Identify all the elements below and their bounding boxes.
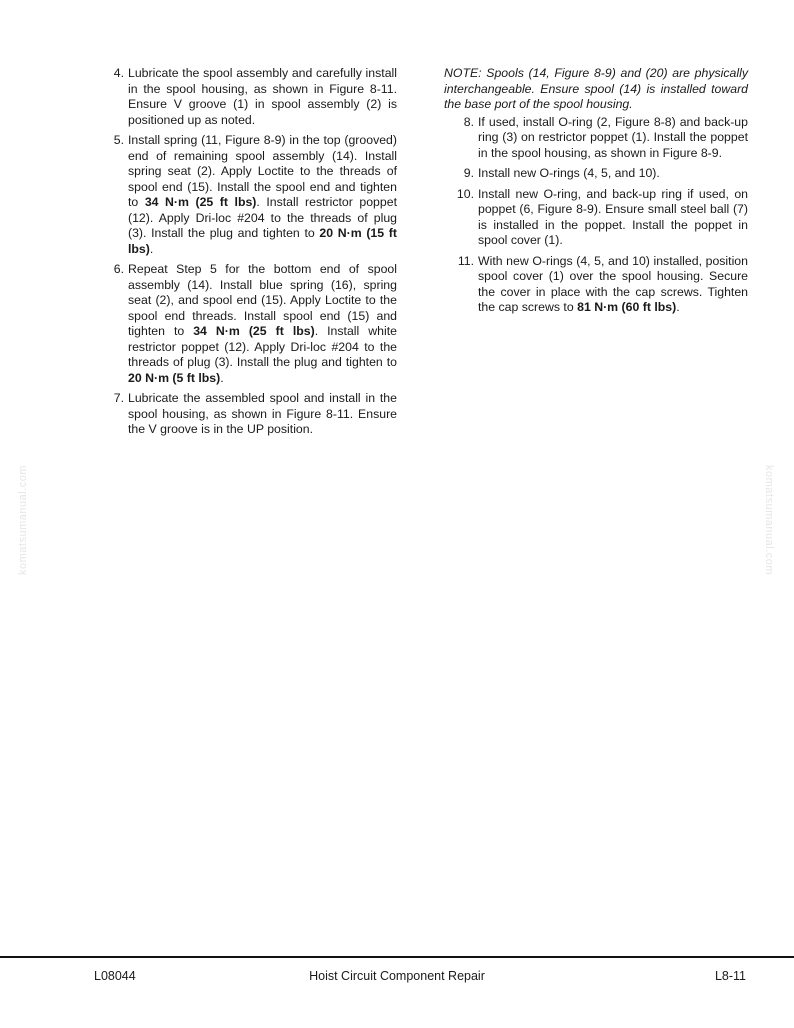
right-column — [444, 66, 748, 321]
torque-value: 20 N·m (15 ft lbs) — [128, 226, 397, 256]
torque-value: 81 N·m (60 ft lbs) — [577, 300, 677, 314]
step-7 — [106, 391, 397, 438]
section-title: Hoist Circuit Component Repair — [309, 969, 485, 983]
step-text: Install spring (11, Figure 8-9) in the top (grooved) end of remaining spool assembly (14). Install spring seat (2). Apply Loctite to the threads of spool end (15). Install the spool end and tighten to 34 N·m (25 ft lbs). Install restrictor poppet (12). Apply Dri-loc #204 to the threads of plug (3). Install the plug and tighten to 20 N·m (15 ft lbs). — [128, 133, 397, 256]
watermark-left: komatsumanual.com — [17, 465, 29, 575]
step-text: Lubricate the assembled spool and install in the spool housing, as shown in Figure 8-11. Ensure the V groove is in the UP position. — [128, 391, 397, 436]
step-text: Lubricate the spool assembly and carefully install in the spool housing, as shown in Figure 8-11. Ensure V groove (1) in spool assembly (2) is positioned up as noted. — [128, 66, 397, 127]
footer-divider — [0, 956, 794, 958]
step-number: 6. — [113, 262, 124, 276]
step-text: Repeat Step 5 for the bottom end of spool assembly (14). Install blue spring (16), spring seat (2), and spool end (15). Apply Loctite to the spool end threads. Install spool end (15) and tighten to 34 N·m (25 ft lbs). Install white restrictor poppet (12). Apply Dri-loc #204 to the threads of plug (3). Install the plug and tighten to 20 N·m (5 ft lbs). — [128, 262, 397, 385]
document-number: L08044 — [94, 969, 136, 983]
left-column — [106, 66, 397, 443]
step-text: Install new O-ring, and back-up ring if used, on poppet (6, Figure 8-9). Ensure small steel ball (7) is installed in the poppet. Install the poppet in spool cover (1). — [478, 186, 748, 247]
step-number: 5. — [113, 133, 124, 147]
step-number: 10. — [456, 186, 474, 201]
torque-value: 20 N·m (5 ft lbs) — [128, 370, 221, 385]
step-8 — [444, 115, 748, 162]
step-10 — [444, 187, 748, 249]
torque-value: 34 N·m (25 ft lbs) — [144, 195, 257, 209]
step-4 — [106, 66, 397, 128]
step-5 — [106, 133, 397, 257]
step-number: 7. — [113, 391, 124, 405]
step-6 — [106, 262, 397, 386]
step-text: If used, install O-ring (2, Figure 8-8) and back-up ring (3) on restrictor poppet (1). Install the poppet in the spool housing, as shown in Figure 8-9. — [478, 114, 748, 160]
step-number: 9. — [463, 166, 474, 180]
note-text: NOTE: Spools (14, Figure 8-9) and (20) are physically interchangeable. Ensure spool (14) is installed toward the base port of the spool housing. — [444, 66, 748, 111]
page-number: L8-11 — [714, 969, 746, 983]
step-number: 8. — [463, 114, 474, 129]
torque-value: 34 N·m (25 ft lbs) — [193, 324, 315, 338]
step-text: With new O-rings (4, 5, and 10) installed, position spool cover (1) over the spool housing. Secure the cover in place with the cap screws. Tighten the cap screws to 81 N·m (60 ft lbs). — [478, 253, 748, 314]
step-number: 11. — [457, 253, 474, 268]
watermark-right: komatsumanual.com — [763, 465, 775, 575]
step-11 — [444, 254, 748, 316]
step-9 — [444, 166, 748, 182]
step-text: Install new O-rings (4, 5, and 10). — [478, 166, 660, 180]
step-number: 4. — [113, 66, 124, 80]
